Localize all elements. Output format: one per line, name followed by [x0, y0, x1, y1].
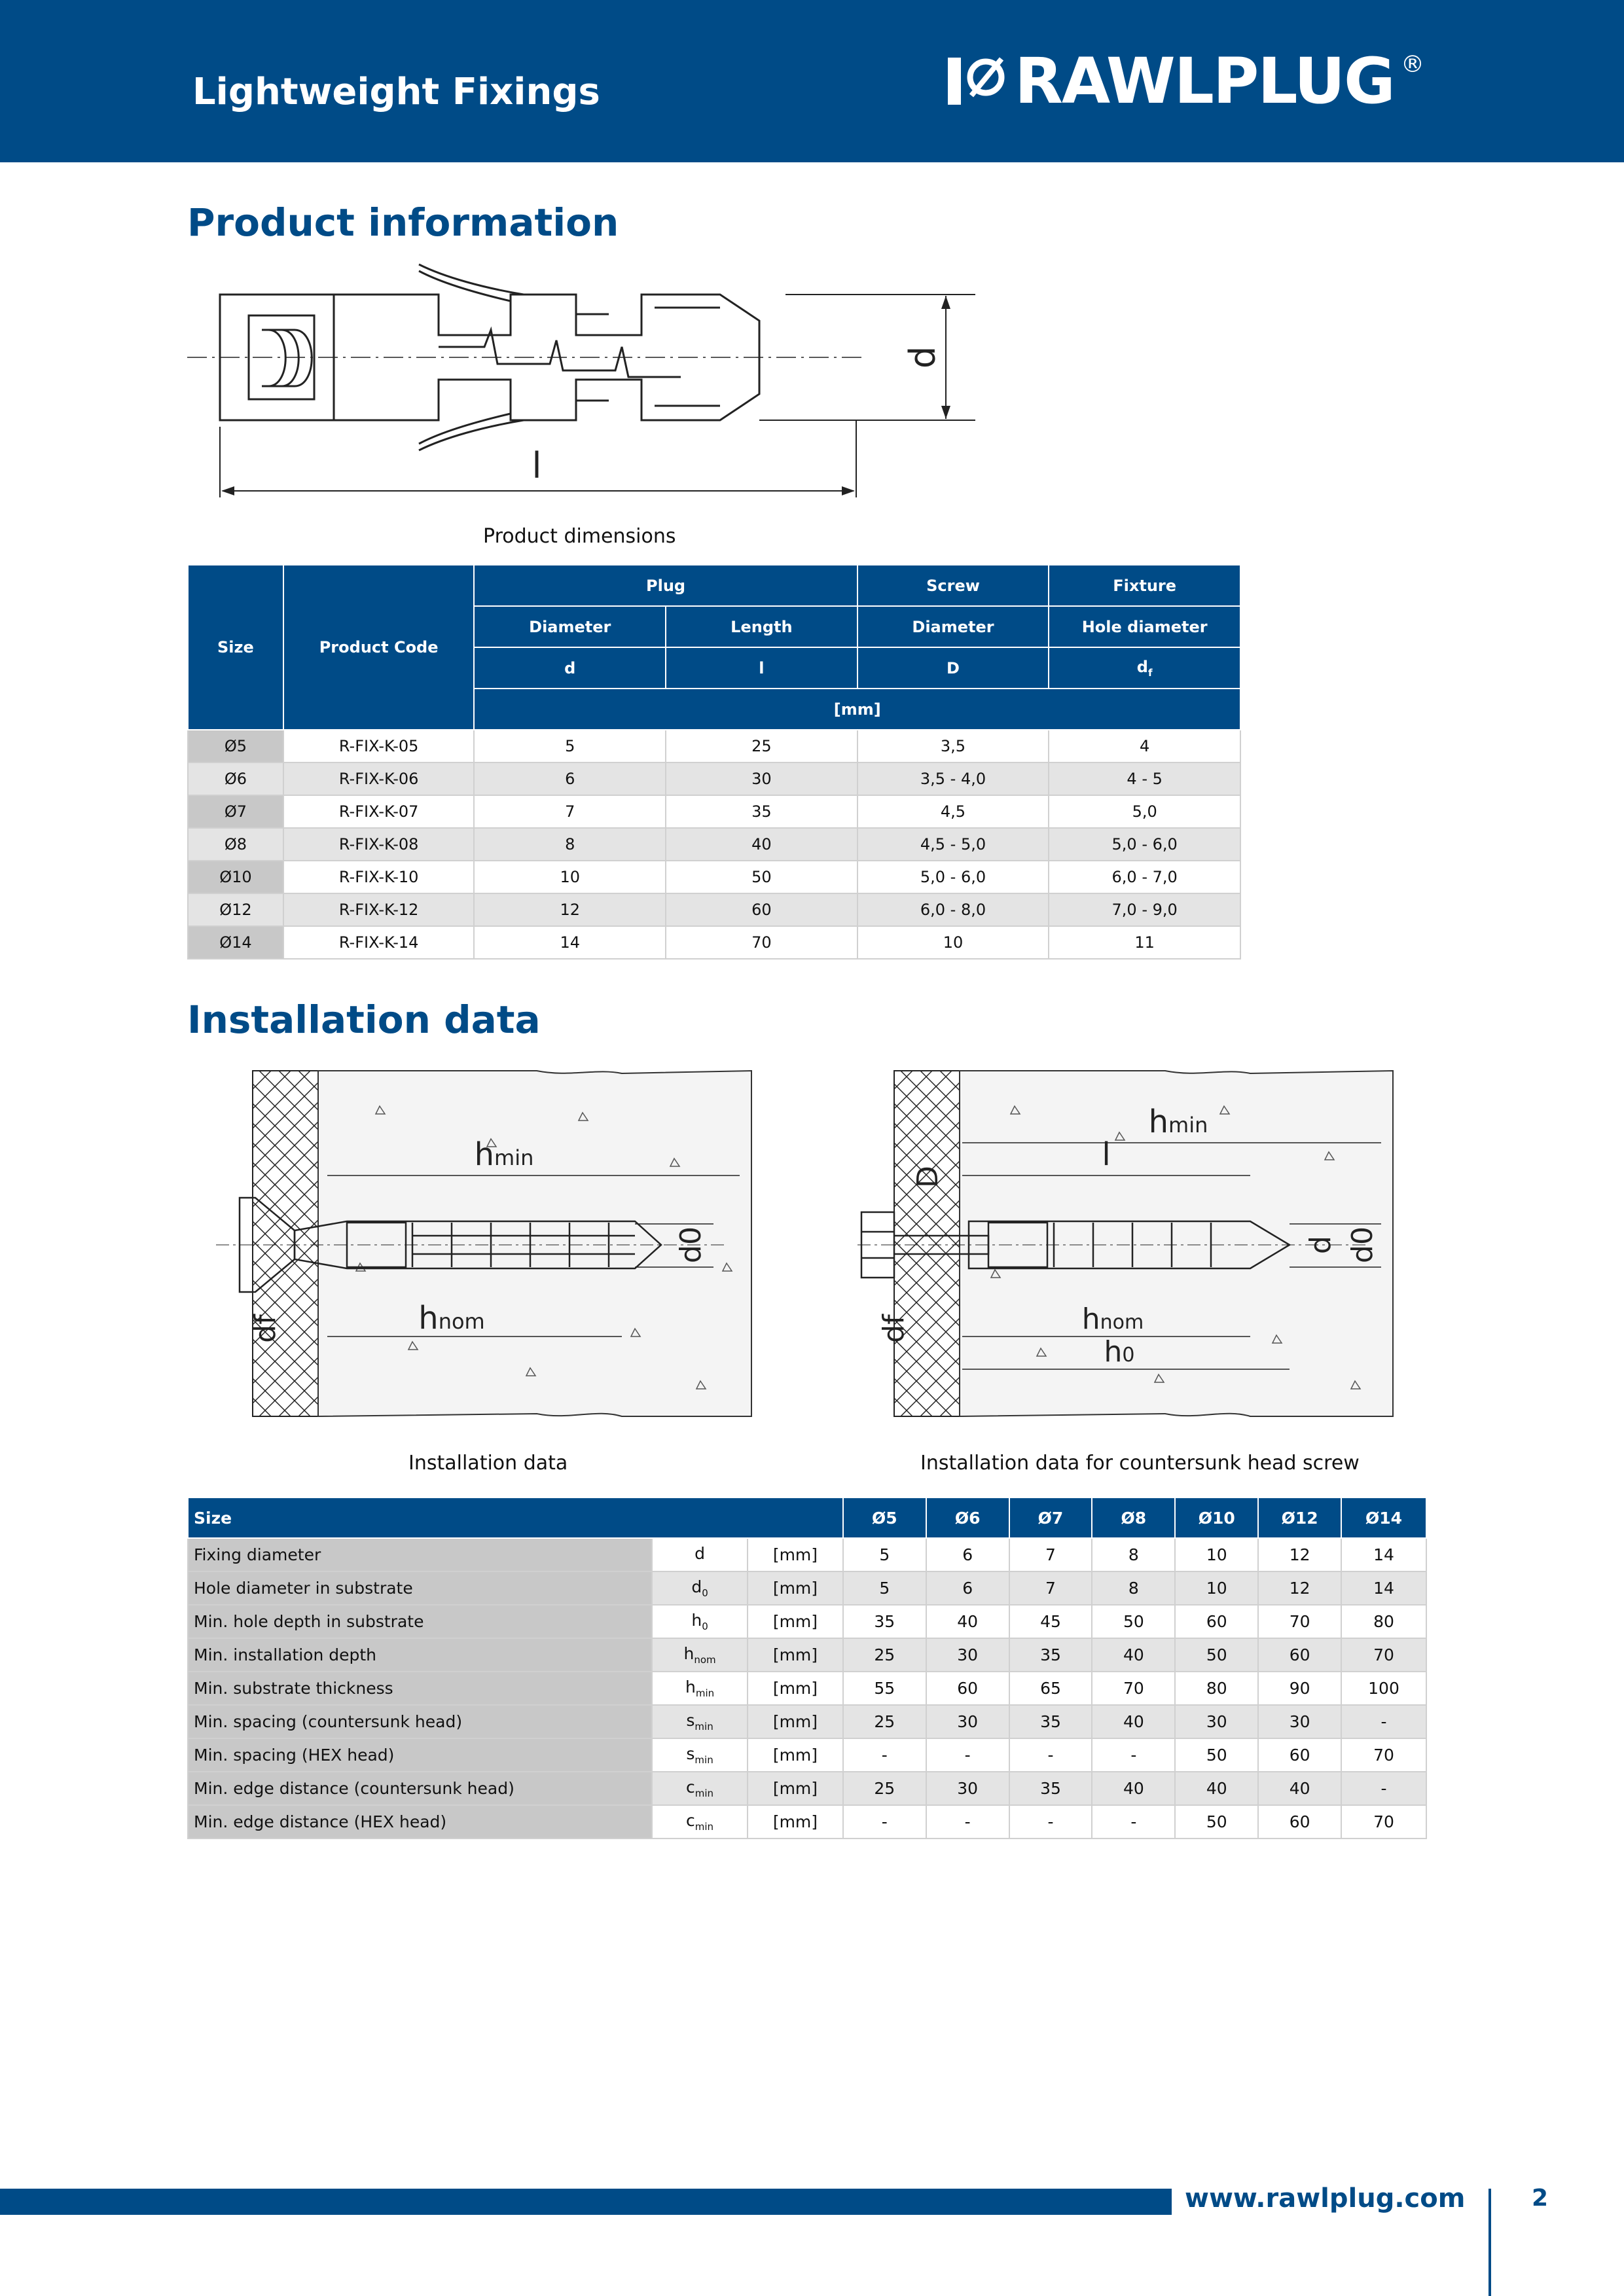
value-cell: 10 [1175, 1538, 1258, 1571]
table-row [188, 893, 1240, 926]
table-cell-size: Ø10 [188, 861, 283, 893]
page-header [0, 0, 1624, 162]
page-title: Lightweight Fixings [192, 71, 600, 113]
table-cell-code: R-FIX-K-05 [283, 730, 475, 762]
installation-drawing [216, 1067, 753, 1420]
plug-diameter-header: Diameter [474, 606, 666, 647]
table-cell-D: 4,5 - 5,0 [857, 828, 1049, 861]
value-cell: 55 [843, 1672, 926, 1705]
value-cell: 35 [1009, 1638, 1092, 1672]
table-row [188, 1605, 1426, 1638]
value-cell: 60 [1258, 1805, 1341, 1839]
table-row [188, 795, 1240, 828]
table-cell-code: R-FIX-K-08 [283, 828, 475, 861]
value-cell: 50 [1175, 1638, 1258, 1672]
table-cell-df: 4 - 5 [1049, 762, 1240, 795]
table-cell-D: 6,0 - 8,0 [857, 893, 1049, 926]
table-row [188, 1805, 1426, 1839]
value-cell: 70 [1341, 1638, 1426, 1672]
value-cell: 5 [843, 1538, 926, 1571]
value-cell: 6 [926, 1571, 1009, 1605]
rawlplug-wordmark: RAWLPLUG [1015, 45, 1394, 118]
product-info-heading: Product information [187, 200, 619, 245]
footer-bar [0, 2189, 1172, 2215]
parameter-name: Min. substrate thickness [188, 1672, 652, 1705]
table-row [188, 1571, 1426, 1605]
table-cell-code: R-FIX-K-07 [283, 795, 475, 828]
table-cell-D: 4,5 [857, 795, 1049, 828]
table-cell-D: 3,5 - 4,0 [857, 762, 1049, 795]
value-cell: 25 [843, 1772, 926, 1805]
table-cell-size: Ø14 [188, 926, 283, 959]
table-cell-l: 35 [666, 795, 857, 828]
parameter-name: Min. hole depth in substrate [188, 1605, 652, 1638]
plug-length-header: Length [666, 606, 857, 647]
table-row [188, 1672, 1426, 1705]
value-cell: 8 [1092, 1571, 1175, 1605]
table-cell-d: 7 [474, 795, 666, 828]
table-cell-d: 8 [474, 828, 666, 861]
footer-url-link[interactable]: www.rawlplug.com [1185, 2183, 1466, 2214]
screw-diameter-header: Diameter [857, 606, 1049, 647]
value-cell: 80 [1341, 1605, 1426, 1638]
length-label: l [532, 445, 542, 486]
table-cell-size: Ø7 [188, 795, 283, 828]
parameter-symbol: $s_{min}$ [652, 1705, 748, 1738]
value-cell: 35 [1009, 1772, 1092, 1805]
df-label: df [249, 1314, 282, 1343]
fixture-group-header: Fixture [1049, 565, 1240, 606]
value-cell: 60 [1258, 1738, 1341, 1772]
parameter-unit: [mm] [748, 1705, 843, 1738]
value-cell: - [1092, 1805, 1175, 1839]
table-cell-size: Ø6 [188, 762, 283, 795]
table-cell-l: 70 [666, 926, 857, 959]
value-cell: 40 [1092, 1705, 1175, 1738]
table-cell-d: 12 [474, 893, 666, 926]
value-cell: - [1009, 1738, 1092, 1772]
parameter-symbol: $h_0$ [652, 1605, 748, 1638]
countersunk-installation-drawing [857, 1067, 1394, 1420]
size-column-header: Ø8 [1092, 1498, 1175, 1538]
value-cell: - [1009, 1805, 1092, 1839]
value-cell: 30 [926, 1705, 1009, 1738]
symbol-D: D [857, 647, 1049, 689]
value-cell: 60 [1258, 1638, 1341, 1672]
value-cell: 40 [1092, 1638, 1175, 1672]
fixture-hole-diameter-header: Hole diameter [1049, 606, 1240, 647]
table-cell-df: 6,0 - 7,0 [1049, 861, 1240, 893]
size-column-header: Ø5 [843, 1498, 926, 1538]
d0-label-right: d0 [1346, 1227, 1379, 1263]
parameter-symbol: $c_{min}$ [652, 1772, 748, 1805]
parameter-symbol: $s_{min}$ [652, 1738, 748, 1772]
table-row [188, 926, 1240, 959]
value-cell: 5 [843, 1571, 926, 1605]
value-cell: 25 [843, 1638, 926, 1672]
table-cell-D: 5,0 - 6,0 [857, 861, 1049, 893]
table-cell-l: 50 [666, 861, 857, 893]
value-cell: 100 [1341, 1672, 1426, 1705]
product-code-header: Product Code [283, 565, 475, 730]
table-cell-code: R-FIX-K-10 [283, 861, 475, 893]
value-cell: 35 [843, 1605, 926, 1638]
parameter-name: Fixing diameter [188, 1538, 652, 1571]
D-label-right: D [911, 1166, 945, 1188]
table-cell-D: 3,5 [857, 730, 1049, 762]
value-cell: - [926, 1738, 1009, 1772]
table-cell-code: R-FIX-K-14 [283, 926, 475, 959]
value-cell: 7 [1009, 1538, 1092, 1571]
value-cell: 14 [1341, 1538, 1426, 1571]
value-cell: 50 [1175, 1738, 1258, 1772]
plug-dimensions-drawing [183, 249, 975, 511]
hmin-label-right: hmin [1148, 1103, 1208, 1140]
value-cell: 6 [926, 1538, 1009, 1571]
size-column-header: Ø12 [1258, 1498, 1341, 1538]
value-cell: 70 [1341, 1805, 1426, 1839]
parameter-name: Min. edge distance (countersunk head) [188, 1772, 652, 1805]
hnom-label: hnom [418, 1300, 485, 1336]
symbol-l: l [666, 647, 857, 689]
parameter-name: Min. spacing (HEX head) [188, 1738, 652, 1772]
value-cell: 40 [1258, 1772, 1341, 1805]
installation-data-table [187, 1497, 1427, 1839]
table-cell-l: 40 [666, 828, 857, 861]
value-cell: 10 [1175, 1571, 1258, 1605]
table-cell-size: Ø8 [188, 828, 283, 861]
page-number: 2 [1532, 2185, 1549, 2212]
table-cell-df: 11 [1049, 926, 1240, 959]
parameter-unit: [mm] [748, 1538, 843, 1571]
table-cell-l: 60 [666, 893, 857, 926]
table-row [188, 828, 1240, 861]
symbol-d: d [474, 647, 666, 689]
parameter-symbol: $h_{min}$ [652, 1672, 748, 1705]
table-cell-df: 5,0 - 6,0 [1049, 828, 1240, 861]
value-cell: 90 [1258, 1672, 1341, 1705]
table-row [188, 1705, 1426, 1738]
registered-mark: ® [1401, 51, 1424, 78]
value-cell: 35 [1009, 1705, 1092, 1738]
parameter-symbol: $h_{nom}$ [652, 1638, 748, 1672]
table-cell-d: 6 [474, 762, 666, 795]
table-row [188, 861, 1240, 893]
hnom-label-right: hnom [1081, 1302, 1144, 1336]
table-cell-d: 14 [474, 926, 666, 959]
value-cell: - [843, 1738, 926, 1772]
d0-label: d0 [674, 1227, 708, 1263]
parameter-unit: [mm] [748, 1672, 843, 1705]
parameter-unit: [mm] [748, 1805, 843, 1839]
value-cell: 30 [926, 1772, 1009, 1805]
value-cell: - [926, 1805, 1009, 1839]
size-column-header: Ø10 [1175, 1498, 1258, 1538]
size-column-header: Ø14 [1341, 1498, 1426, 1538]
value-cell: 30 [1258, 1705, 1341, 1738]
value-cell: 70 [1092, 1672, 1175, 1705]
value-cell: 80 [1175, 1672, 1258, 1705]
table-row [188, 762, 1240, 795]
value-cell: - [1092, 1738, 1175, 1772]
l-label-right: l [1102, 1136, 1111, 1173]
value-cell: 25 [843, 1705, 926, 1738]
value-cell: 50 [1175, 1805, 1258, 1839]
table-cell-l: 30 [666, 762, 857, 795]
product-dimensions-table [187, 564, 1241, 960]
value-cell: 50 [1092, 1605, 1175, 1638]
plug-group-header: Plug [474, 565, 857, 606]
size-column-header: Ø7 [1009, 1498, 1092, 1538]
size-header: Size [188, 565, 283, 730]
value-cell: 12 [1258, 1571, 1341, 1605]
parameter-name: Hole diameter in substrate [188, 1571, 652, 1605]
value-cell: 8 [1092, 1538, 1175, 1571]
d-label-right: d [1304, 1236, 1337, 1254]
value-cell: 60 [1175, 1605, 1258, 1638]
table-cell-d: 5 [474, 730, 666, 762]
table-row [188, 1638, 1426, 1672]
value-cell: 14 [1341, 1571, 1426, 1605]
value-cell: 30 [926, 1638, 1009, 1672]
installation-data-heading: Installation data [187, 997, 541, 1042]
table-row [188, 730, 1240, 762]
value-cell: 40 [1092, 1772, 1175, 1805]
parameter-name: Min. installation depth [188, 1638, 652, 1672]
size-column-header: Ø6 [926, 1498, 1009, 1538]
table-row [188, 1738, 1426, 1772]
table-cell-D: 10 [857, 926, 1049, 959]
countersunk-caption: Installation data for countersunk head screw [920, 1452, 1360, 1475]
df-label-right: df [877, 1314, 911, 1343]
parameter-unit: [mm] [748, 1738, 843, 1772]
value-cell: 40 [1175, 1772, 1258, 1805]
value-cell: 65 [1009, 1672, 1092, 1705]
value-cell: 60 [926, 1672, 1009, 1705]
value-cell: 70 [1341, 1738, 1426, 1772]
table-cell-df: 7,0 - 9,0 [1049, 893, 1240, 926]
unit-header: [mm] [474, 689, 1240, 730]
table-cell-df: 4 [1049, 730, 1240, 762]
table-cell-size: Ø5 [188, 730, 283, 762]
h0-label-right: h0 [1104, 1335, 1135, 1369]
hmin-label: hmin [474, 1136, 534, 1173]
symbol-df: $d_f$ [1049, 647, 1240, 689]
footer-divider [1489, 2189, 1491, 2296]
value-cell: 7 [1009, 1571, 1092, 1605]
value-cell: - [843, 1805, 926, 1839]
table-cell-code: R-FIX-K-12 [283, 893, 475, 926]
value-cell: 30 [1175, 1705, 1258, 1738]
parameter-unit: [mm] [748, 1772, 843, 1805]
diameter-label: d [902, 346, 943, 369]
table-cell-code: R-FIX-K-06 [283, 762, 475, 795]
value-cell: 12 [1258, 1538, 1341, 1571]
value-cell: - [1341, 1705, 1426, 1738]
rawlplug-logo [943, 45, 1427, 118]
parameter-unit: [mm] [748, 1571, 843, 1605]
parameter-name: Min. edge distance (HEX head) [188, 1805, 652, 1839]
rawlplug-logo-mark-icon [943, 48, 1015, 114]
parameter-unit: [mm] [748, 1638, 843, 1672]
parameter-name: Min. spacing (countersunk head) [188, 1705, 652, 1738]
parameter-symbol: $c_{min}$ [652, 1805, 748, 1839]
parameter-symbol: $d_0$ [652, 1571, 748, 1605]
screw-group-header: Screw [857, 565, 1049, 606]
value-cell: - [1341, 1772, 1426, 1805]
table-row [188, 1538, 1426, 1571]
value-cell: 45 [1009, 1605, 1092, 1638]
table-cell-size: Ø12 [188, 893, 283, 926]
value-cell: 70 [1258, 1605, 1341, 1638]
parameter-unit: [mm] [748, 1605, 843, 1638]
table-row [188, 1772, 1426, 1805]
table-cell-d: 10 [474, 861, 666, 893]
parameter-symbol: d [652, 1538, 748, 1571]
install-size-header: Size [188, 1498, 843, 1538]
value-cell: 40 [926, 1605, 1009, 1638]
table-cell-df: 5,0 [1049, 795, 1240, 828]
table-cell-l: 25 [666, 730, 857, 762]
installation-data-caption: Installation data [408, 1452, 568, 1475]
product-dimensions-caption: Product dimensions [483, 525, 676, 548]
